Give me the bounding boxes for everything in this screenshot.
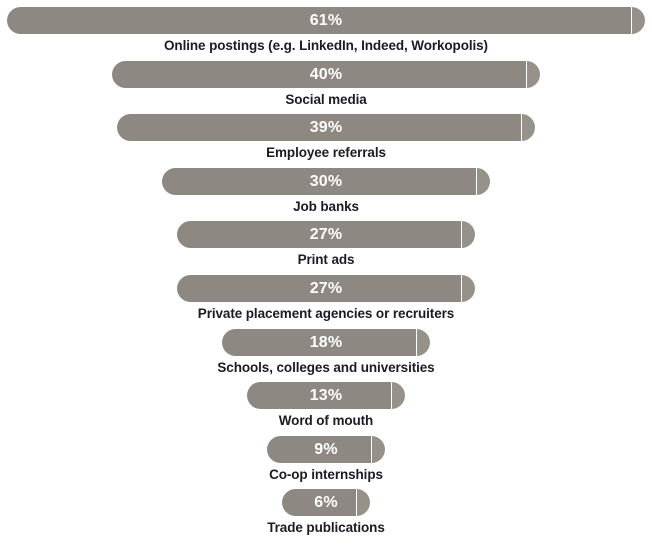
bar-value-label: 6% (314, 494, 338, 512)
chart-row (0, 275, 652, 329)
category-label: Schools, colleges and universities (217, 359, 435, 375)
category-label: Online postings (e.g. LinkedIn, Indeed, Workopolis) (164, 38, 488, 53)
chart-row (0, 168, 652, 222)
value-bar (222, 329, 430, 356)
bar-value-label: 27% (309, 279, 343, 297)
chart-row (0, 61, 652, 115)
bar-value-label: 13% (309, 387, 343, 405)
category-label: Job banks (293, 198, 359, 214)
category-label: Word of mouth (278, 413, 374, 429)
category-label: Trade publications (267, 520, 385, 536)
chart-row (0, 436, 652, 490)
bar-value-label: 61% (309, 12, 343, 29)
value-bar (177, 275, 475, 302)
value-bar (117, 114, 535, 141)
category-label: Print ads (297, 252, 355, 268)
chart-row (0, 382, 652, 436)
value-bar (177, 221, 475, 248)
value-bar (267, 436, 385, 463)
chart-row (0, 329, 652, 383)
value-bar (282, 489, 370, 516)
bar-value-label: 27% (309, 226, 343, 244)
category-label: Co-op internships (269, 466, 383, 482)
bar-value-label: 40% (309, 65, 343, 83)
category-label: Social media (285, 91, 367, 107)
bar-value-label: 30% (309, 172, 343, 190)
chart-row (0, 114, 652, 168)
value-bar (247, 382, 405, 409)
category-label: Employee referrals (266, 145, 386, 161)
bar-value-label: 39% (309, 119, 343, 137)
chart-row (0, 221, 652, 275)
category-label: Private placement agencies or recruiters (197, 305, 455, 321)
chart-row (0, 7, 652, 61)
chart-row (0, 489, 652, 543)
value-bar (7, 7, 645, 34)
bar-value-label: 9% (314, 440, 338, 458)
value-bar (162, 168, 490, 195)
bar-value-label: 18% (309, 333, 343, 351)
value-bar (112, 61, 540, 88)
